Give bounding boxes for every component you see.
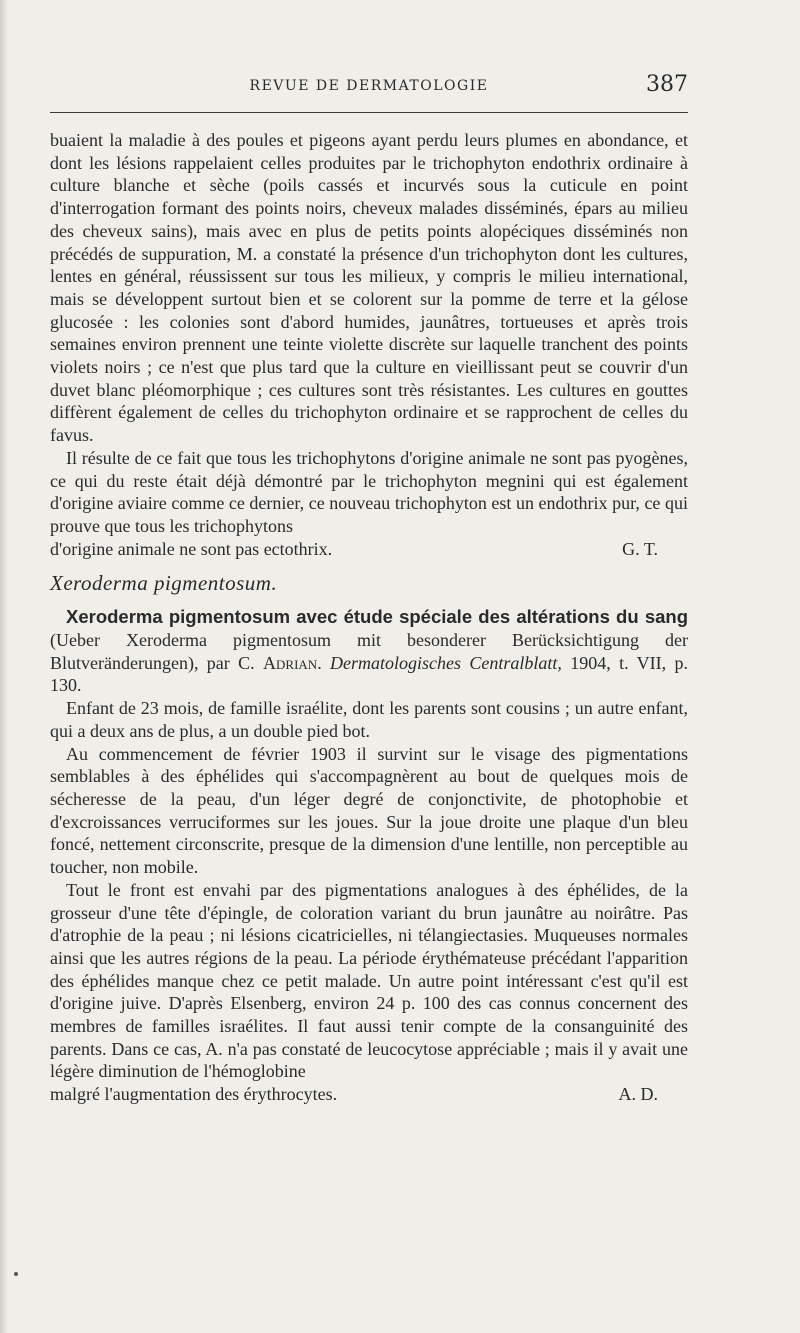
- signature-line: [50, 538, 688, 561]
- paragraph-history: Au commencement de février 1903 il survint sur le visage des pigmentations semblables à des éphélides qui s'accompagnèrent au bout de quelques mois de sécheresse de la peau, d'un léger degré de conjonctivite, de photophobie et d'excroissances verruciformes sur les joues. Sur la joue droite une plaque d'un bleu foncé, nettement circonscrite, presque de la dimension d'une lentille, non perceptible au toucher, non mobile.: [50, 743, 688, 878]
- author-signature: G. T.: [622, 538, 658, 559]
- paragraph-continuation: buaient la maladie à des poules et pigeons ayant perdu leurs plumes en abondance, et dont les lésions rappelaient celles produites par le trichophyton endothrix ordinaire à culture blanche et sèche (poils cassés et incurvés sous la cuticule en point d'interrogation formant des points noirs, cheveux malades disséminés, épars au milieu des cheveux sains), mais avec en plus de petits points alopéciques disséminés non précédés de suppuration, M. a constaté la présence d'un trichophyton dont les cultures, lentes en général, réussissent sur tous les milieux, y compris le milieu international, mais se développent surtout bien et se colorent sur la pomme de terre et la gélose glucosée : les colonies sont d'abord humides, jaunâtres, tortueuses et après trois semaines environ prennent une teinte violette discrète sur laquelle tranchent des points violets noirs ; ce n'est que plus tard que la culture en vieillissant peut se couvrir d'un duvet blanc pléomorphique ; ces cultures sont très résistantes. Les cultures en gouttes diffèrent également de celles du trichophyton ordinaire et se rapprochent de celles du favus.: [50, 130, 688, 446]
- paragraph-patient: Enfant de 23 mois, de famille israélite, dont les parents sont cousins ; un autre enfant, qui a deux ans de plus, a un double pied bot.: [50, 698, 688, 741]
- article-body: [50, 129, 688, 1106]
- header-rule: [50, 112, 688, 113]
- citation-end: 1904, t. VII, p. 130.: [50, 652, 689, 696]
- paragraph-last-line: d'origine animale ne sont pas ectothrix.: [50, 538, 333, 559]
- section-heading: Xeroderma pigmentosum.: [50, 571, 278, 596]
- author-signature: A. D.: [618, 1084, 658, 1105]
- paragraph-findings: Tout le front est envahi par des pigmentations analogues à des éphélides, de la grosseur d'une tête d'épingle, de coloration variant du brun jaunâtre au noirâtre. Pas d'atrophie de la peau ; ni lésions cicatricielles, ni télangiectasies. Muqueuses normales ainsi que les autres régions de la peau. La période érythémateuse précédant l'apparition des éphélides manque chez ce petit malade. Un autre point intéressant c'est qu'il est d'origine juive. D'après Elsenberg, environ 24 p. 100 des cas connus concernent des membres de familles israélites. Il faut aussi tenir compte de la consanguinité des parents. Dans ce cas, A. n'a pas constaté de leucocytose appréciable ; mais il y avait une légère diminution de l'hémoglobine: [50, 879, 688, 1082]
- journal-running-title: REVUE DE DERMATOLOGIE: [249, 78, 489, 94]
- signature-line: [50, 1083, 688, 1106]
- citation-journal: Dermatologisches Centralblatt,: [330, 652, 562, 673]
- page-speck: [14, 1272, 18, 1276]
- citation-intro: (Ueber Xeroderma pigmentosum mit besonderer Berücksichtigung der Blutveränderungen), par C.: [50, 630, 688, 673]
- paragraph-conclusion: [50, 447, 688, 538]
- page-number: 387: [646, 72, 688, 97]
- paragraph-text: Il résulte de ce fait que tous les trichophytons d'origine animale ne sont pas pyogènes, ce qui du reste était déjà démontré par le trichophyton megnini qui est également d'origine aviaire comme ce dernier, ce nouveau trichophyton est un endothrix pur, ce qui prouve que tous les trichophytons: [50, 447, 688, 536]
- running-header: [50, 72, 688, 108]
- article-reference: Xeroderma pigmentosum avec étude spéciale des altérations du sang (Ueber Xeroderma pigmentosum mit besonderer Berücksichtigung der Blutveränderungen), par C. Adrian. Dermatologisches Centralblatt, 1904, t. VII, p. 130.: [50, 606, 689, 696]
- citation-author: Adrian: [263, 652, 318, 673]
- page-binding-shadow: [0, 0, 8, 1333]
- paragraph-last-line: malgré l'augmentation des érythrocytes.: [50, 1084, 338, 1105]
- article-title: Xeroderma pigmentosum avec étude spéciale des altérations du sang: [66, 606, 688, 628]
